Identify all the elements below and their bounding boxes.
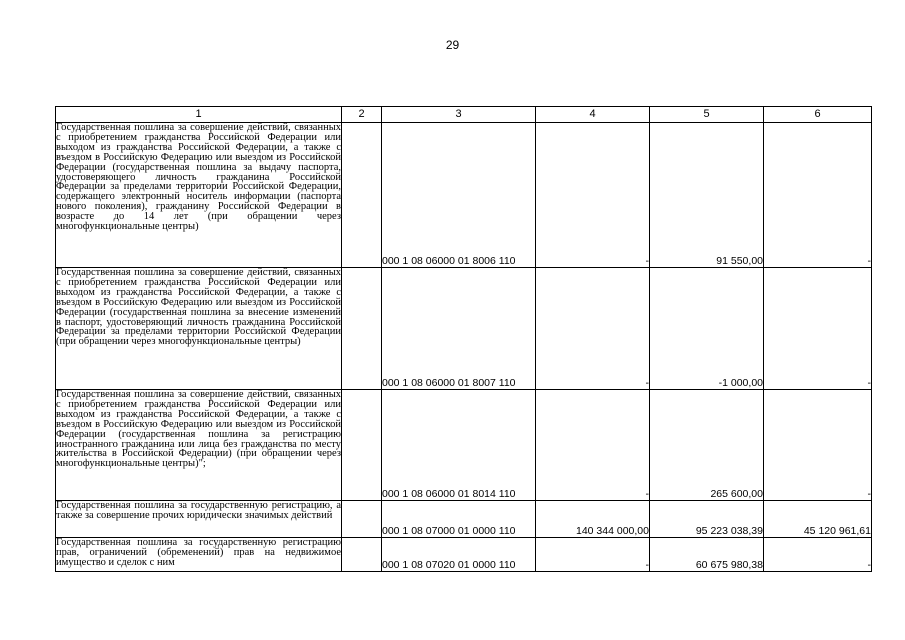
row-budget-code: 000 1 08 07000 01 0000 110 — [382, 501, 536, 538]
column-header-2: 2 — [342, 107, 382, 123]
row-col4-value: - — [536, 390, 650, 501]
row-col5-value: 60 675 980,38 — [650, 538, 764, 572]
column-header-4: 4 — [536, 107, 650, 123]
table-header-row — [56, 107, 872, 123]
table-row — [56, 123, 872, 268]
row-col2 — [342, 123, 382, 268]
row-budget-code: 000 1 08 07020 01 0000 110 — [382, 538, 536, 572]
row-description: Государственная пошлина за государственную регистрацию, а также за совершение прочих юридически значимых действий — [56, 501, 342, 538]
row-budget-code: 000 1 08 06000 01 8014 110 — [382, 390, 536, 501]
row-budget-code: 000 1 08 06000 01 8007 110 — [382, 268, 536, 390]
row-description: Государственная пошлина за государственную регистрацию прав, ограничений (обременений) прав на недвижимое имущество и сделок с ним — [56, 538, 342, 572]
row-col4-value: - — [536, 268, 650, 390]
row-col2 — [342, 538, 382, 572]
row-col5-value: 265 600,00 — [650, 390, 764, 501]
row-col6-value: - — [764, 268, 872, 390]
page-number: 29 — [445, 38, 460, 52]
row-col5-value: 95 223 038,39 — [650, 501, 764, 538]
row-budget-code: 000 1 08 06000 01 8006 110 — [382, 123, 536, 268]
row-col6-value: - — [764, 123, 872, 268]
row-col4-value: 140 344 000,00 — [536, 501, 650, 538]
row-col5-value: -1 000,00 — [650, 268, 764, 390]
table-row — [56, 538, 872, 572]
row-col2 — [342, 390, 382, 501]
column-header-5: 5 — [650, 107, 764, 123]
row-col6-value: - — [764, 538, 872, 572]
revenue-table — [55, 106, 872, 572]
row-col6-value: - — [764, 390, 872, 501]
row-col6-value: 45 120 961,61 — [764, 501, 872, 538]
row-col5-value: 91 550,00 — [650, 123, 764, 268]
row-description: Государственная пошлина за совершение действий, связанных с приобретением гражданства Российской Федерации или выходом из гражданства Российской Федерации, а также с въездом в Российскую Федерацию или выездом из Российской Федерации (государственная пошлина за внесение изменений в паспорт, удостоверяющий личность гражданина Российской Федерации за пределами территории Российской Федерации (при обращении через многофункциональные центры) — [56, 268, 342, 390]
table-row — [56, 390, 872, 501]
column-header-3: 3 — [382, 107, 536, 123]
row-description: Государственная пошлина за совершение действий, связанных с приобретением гражданства Российской Федерации или выходом из гражданства Российской Федерации, а также с въездом в Российскую Федерацию или выездом из Российской Федерации (государственная пошлина за выдачу паспорта, удостоверяющего личность гражданина Российской Федерации за пределами территории Российской Федерации, содержащего электронный носитель информации (паспорта нового поколения), гражданину Российской Федерации в возрасте до 14 лет (при обращении через многофункциональные центры) — [56, 123, 342, 268]
row-col4-value: - — [536, 123, 650, 268]
table-row — [56, 501, 872, 538]
row-description: Государственная пошлина за совершение действий, связанных с приобретением гражданства Российской Федерации или выходом из гражданства Российской Федерации, а также с въездом в Российскую Федерацию или выездом из Российской Федерации (государственная пошлина за регистрацию иностранного гражданина или лица без гражданства по месту жительства в Российской Федерации) (при обращении через многофункциональные центры)"; — [56, 390, 342, 501]
column-header-6: 6 — [764, 107, 872, 123]
row-col2 — [342, 268, 382, 390]
column-header-1: 1 — [56, 107, 342, 123]
row-col4-value: - — [536, 538, 650, 572]
row-col2 — [342, 501, 382, 538]
table-row — [56, 268, 872, 390]
